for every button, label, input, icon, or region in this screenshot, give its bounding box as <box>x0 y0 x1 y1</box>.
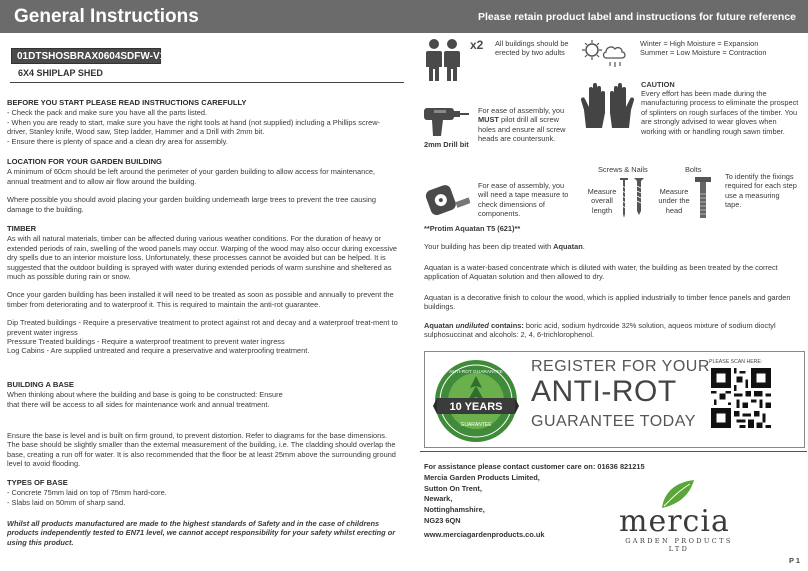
tape-text: For ease of assembly, you will need a tape measure to check dimensions of components. <box>478 181 569 219</box>
people-text: All buildings should be erected by two adults <box>495 39 569 58</box>
identify-text: To identify the fixings required for each step use a measuring tape. <box>725 172 797 210</box>
qr-code-icon[interactable] <box>711 368 771 428</box>
dip-text-pre: Your building has been dip treated with <box>424 242 554 251</box>
base-section <box>7 380 287 409</box>
weather-text: Winter = High Moisture = Expansion Summer = Low Moisture = Contraction <box>640 39 767 58</box>
logo-subtitle: GARDEN PRODUCTS LTD <box>625 537 733 553</box>
contains-italic: undiluted <box>455 321 489 330</box>
section-heading: BEFORE YOU START PLEASE READ INSTRUCTIONS CAREFULLY <box>7 98 247 107</box>
contact-divider <box>420 451 807 452</box>
drill-text-bold: MUST <box>478 115 499 125</box>
badge-ribbon-text: GUARANTEE <box>460 422 492 428</box>
address-line: Newark, <box>424 494 453 504</box>
header-note: Please retain product label and instructions for future reference <box>478 11 796 23</box>
assist-line: For assistance please contact customer care on: 01636 821215 <box>424 462 645 471</box>
header-bar <box>0 0 808 33</box>
drill-text-post: pilot drill all screw holes and ensure all screw heads are countersunk. <box>478 115 566 144</box>
guarantee-banner[interactable] <box>424 351 805 448</box>
paragraph: As with all natural materials, timber can be affected during various weather conditions. For the duration of heavy or extended periods of rain, swelling of the wood panels may occur. Warping of the wood may also occur during excessive dry spells due to an interior moisture loss. Unfortunately, these processes cannot be avoided but can be helped. It is suggested that the outdoor building is sprayed with water during extended periods of warm sunshine and sheltered as much as possible during rain or snow. <box>7 234 397 282</box>
logo-wordmark: mercia <box>619 504 730 539</box>
two-people-icon <box>424 38 470 84</box>
section-heading: TYPES OF BASE <box>7 478 68 487</box>
contains-text: boric acid, sodium hydroxide 32% solution, aqueos mixture of sodium dioctyl sulphosuccinat and alcohols: 2, 4, 6-trichlorophenol. <box>424 321 776 340</box>
section-heading: TIMBER <box>7 224 37 233</box>
paragraph: When thinking about where the building and base is going to be constructed: Ensure that there will be access to all sides for maintenance work and annual treatment. <box>7 390 283 409</box>
aquatan-para-2: Aquatan is a decorative finish to colour the wood, which is applied industrially to timber fence panels and garden buildings. <box>424 293 791 312</box>
protim-title: **Protim Aquatan T5 (621)** <box>424 224 521 233</box>
people-count: x2 <box>470 38 484 52</box>
dip-text <box>424 242 802 251</box>
scan-label: PLEASE SCAN HERE: <box>709 359 763 365</box>
paragraph: A minimum of 60cm should be left around the perimeter of your garden building to allow access for maintenance, annual treatment and to allow air flow around the building. <box>7 167 376 186</box>
base-section-2 <box>7 431 399 469</box>
banner-line-1: REGISTER FOR YOUR <box>531 358 710 375</box>
divider <box>10 82 404 83</box>
timber-section <box>7 224 399 356</box>
paragraph: Once your garden building has been installed it will need to be treated as soon as possible and annually to prevent the timber from deteriorating and to waterproof it. This is required to maintain the anti-rot guarantee. <box>7 290 394 309</box>
section-heading: LOCATION FOR YOUR GARDEN BUILDING <box>7 157 162 166</box>
paragraph: Dip Treated buildings - Require a preservative treatment to protect against rot and decay and a waterproof treat-ment to prevent water ingress <box>7 318 398 337</box>
aquatan-para-1: Aquatan is a water-based concentrate which is diluted with water, the building as been treated by the correct application of Aquatan solution and then allowed to dry. <box>424 263 778 282</box>
caution-text: Every effort has been made during the manufacturing process to eliminate the prospect of splinters on rough surfaces of the timber. You are strongly advised to wear gloves when working with or handling rough sawn timber. <box>641 89 799 136</box>
drill-label: 2mm Drill bit <box>424 140 469 149</box>
company-name: Mercia Garden Products Limited, <box>424 472 540 482</box>
weather-icon <box>582 38 630 70</box>
contains-bold-2: contains: <box>488 321 524 330</box>
address-line: Sutton On Trent, <box>424 483 482 493</box>
paragraph: - When you are ready to start, make sure you have the right tools at hand (not supplied) including a Phillips screw-driver, Stanley knife, Wood saw, Step ladder, Hammer and a Drill with 2mm bit. <box>7 117 381 137</box>
paragraph: - Slabs laid on 50mm of sharp sand. <box>7 497 126 507</box>
dip-text-bold: Aquatan <box>553 242 583 251</box>
location-section <box>7 157 399 214</box>
bolts-label: Bolts <box>685 165 702 174</box>
product-code: 01DTSHOSBRAX0604SDFW-V1 <box>17 51 166 62</box>
product-code-box <box>11 48 166 64</box>
gloves-icon <box>580 80 636 132</box>
tape-measure-icon <box>424 180 470 220</box>
banner-line-3: GUARANTEE TODAY <box>531 413 696 430</box>
measure-overall-label: Measure overall length <box>587 187 617 215</box>
guarantee-badge-icon <box>433 358 519 444</box>
bolt-icon <box>692 176 714 220</box>
product-name: 6X4 SHIPLAP SHED <box>18 68 103 78</box>
badge-arc-text: ANTI-ROT GUARANTEE <box>449 370 503 375</box>
page-number: P 1 <box>789 556 800 565</box>
contact-block <box>424 462 645 527</box>
badge-years: 10 YEARS <box>449 401 503 413</box>
aquatan-contains <box>424 321 802 340</box>
disclaimer <box>7 519 399 547</box>
paragraph: Log Cabins - Are supplied untreated and require a preservative and waterproofing treatment. <box>7 346 310 356</box>
types-section <box>7 478 399 507</box>
page-title: General Instructions <box>14 6 199 27</box>
website-link[interactable]: www.merciagardenproducts.co.uk <box>424 530 545 539</box>
address-line: Nottinghamshire, <box>424 505 485 515</box>
before-section <box>7 98 399 146</box>
measure-head-label: Measure under the head <box>658 187 690 215</box>
paragraph: - Concrete 75mm laid on top of 75mm hard-core. <box>7 488 167 498</box>
section-heading: BUILDING A BASE <box>7 380 74 389</box>
drill-icon <box>422 104 470 140</box>
paragraph: Ensure the base is level and is built on firm ground, to prevent distortion. Refer to diagrams for the base dimensions. The base should be slightly smaller than the external measurement of the building, i.e. The cladding should overlap the base, creating a run off for water. It is also recommended that the floor be at least 25mm above the surrounding ground level to avoid flooding. <box>7 431 396 469</box>
paragraph: Pressure Treated buildings - Require a waterproof treatment to prevent water ingress <box>7 337 285 347</box>
screws-label: Screws & Nails <box>598 165 648 174</box>
drill-text <box>478 106 576 144</box>
postcode: NG23 6QN <box>424 515 461 525</box>
screws-icon <box>618 176 648 220</box>
drill-text-pre: For ease of assembly, you <box>478 106 565 115</box>
banner-line-2: ANTI-ROT <box>531 375 677 408</box>
paragraph: - Ensure there is plenty of space and a clean dry area for assembly. <box>7 136 228 146</box>
paragraph: Where possible you should avoid placing your garden building underneath large trees to prevent the tree causing damage to the building. <box>7 195 376 214</box>
disclaimer-text: Whilst all products manufactured are made to the highest standards of Safety and in the case of childrens products independently tested to EN71 level, we cannot accept responsibility for your safety whilst erecting or using this product. <box>7 519 396 547</box>
paragraph: - Check the pack and make sure you have all the parts listed. <box>7 108 208 118</box>
contains-bold: Aquatan <box>424 321 454 330</box>
caution-title: CAUTION <box>641 80 675 89</box>
dip-text-post: . <box>582 242 585 251</box>
